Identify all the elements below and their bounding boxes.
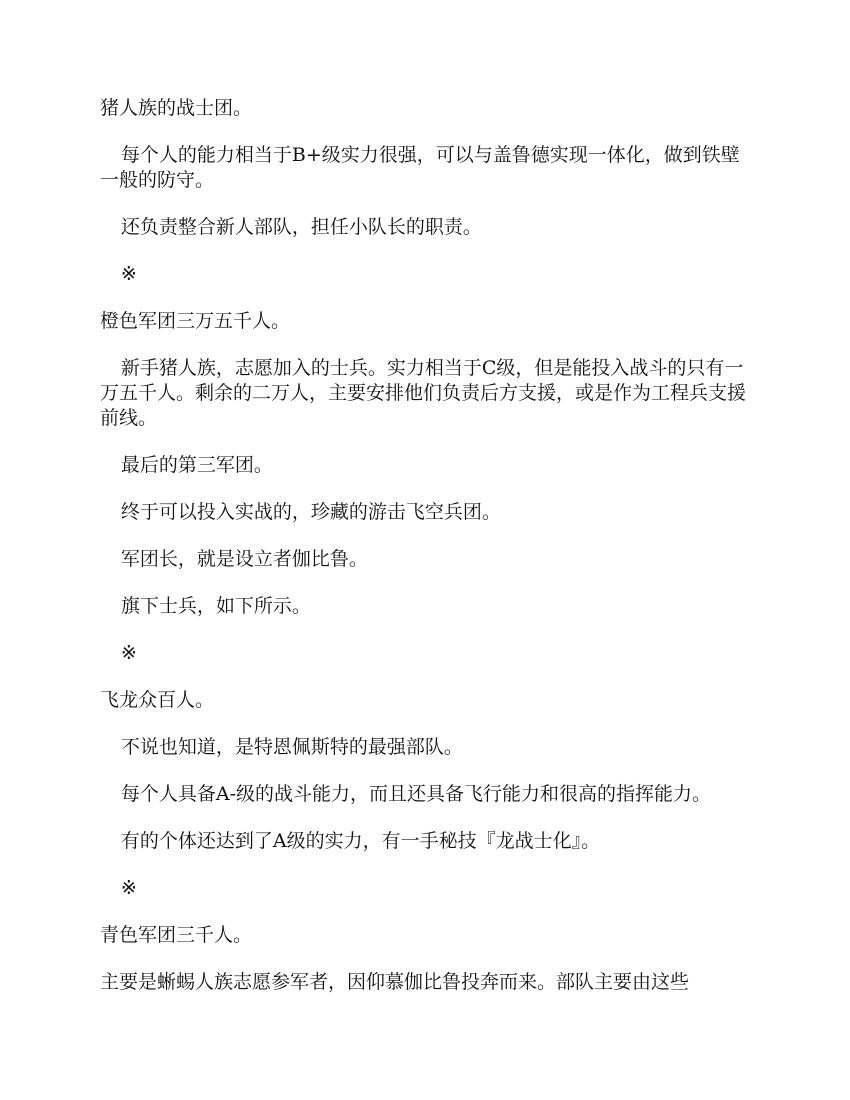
- paragraph: 每个人具备A-级的战斗能力，而且还具备飞行能力和很高的指挥能力。: [120, 783, 712, 805]
- paragraph: 旗下士兵，如下所示。: [120, 595, 311, 617]
- paragraph: 猪人族的战士团。: [100, 97, 253, 119]
- paragraph: 新手猪人族，志愿加入的士兵。实力相当于C级，但是能投入战斗的只有一万五千人。剩余的二万人，主要安排他们负责后方支援，或是作为工程兵支援前线。: [100, 357, 747, 429]
- document-page: [100, 96, 750, 1017]
- section-divider: ※: [120, 877, 137, 899]
- paragraph: 飞龙众百人。: [100, 689, 215, 711]
- paragraph: 主要是蜥蜴人族志愿参军者，因仰慕伽比鲁投奔而来。部队主要由这些: [100, 971, 690, 993]
- paragraph: 橙色军团三万五千人。: [100, 310, 291, 332]
- paragraph: 还负责整合新人部队，担任小队长的职责。: [120, 216, 482, 238]
- paragraph: 最后的第三军团。: [120, 454, 273, 476]
- paragraph: 青色军团三千人。: [100, 924, 253, 946]
- paragraph: 终于可以投入实战的，珍藏的游击飞空兵团。: [120, 501, 501, 523]
- section-divider: ※: [120, 642, 137, 664]
- paragraph: 军团长，就是设立者伽比鲁。: [120, 548, 368, 570]
- paragraph: 每个人的能力相当于B+级实力很强，可以与盖鲁德实现一体化，做到铁壁一般的防守。: [100, 144, 740, 191]
- section-divider: ※: [120, 263, 137, 285]
- paragraph: 不说也知道，是特恩佩斯特的最强部队。: [120, 736, 463, 758]
- paragraph: 有的个体还达到了A级的实力，有一手秘技『龙战士化』。: [120, 830, 601, 852]
